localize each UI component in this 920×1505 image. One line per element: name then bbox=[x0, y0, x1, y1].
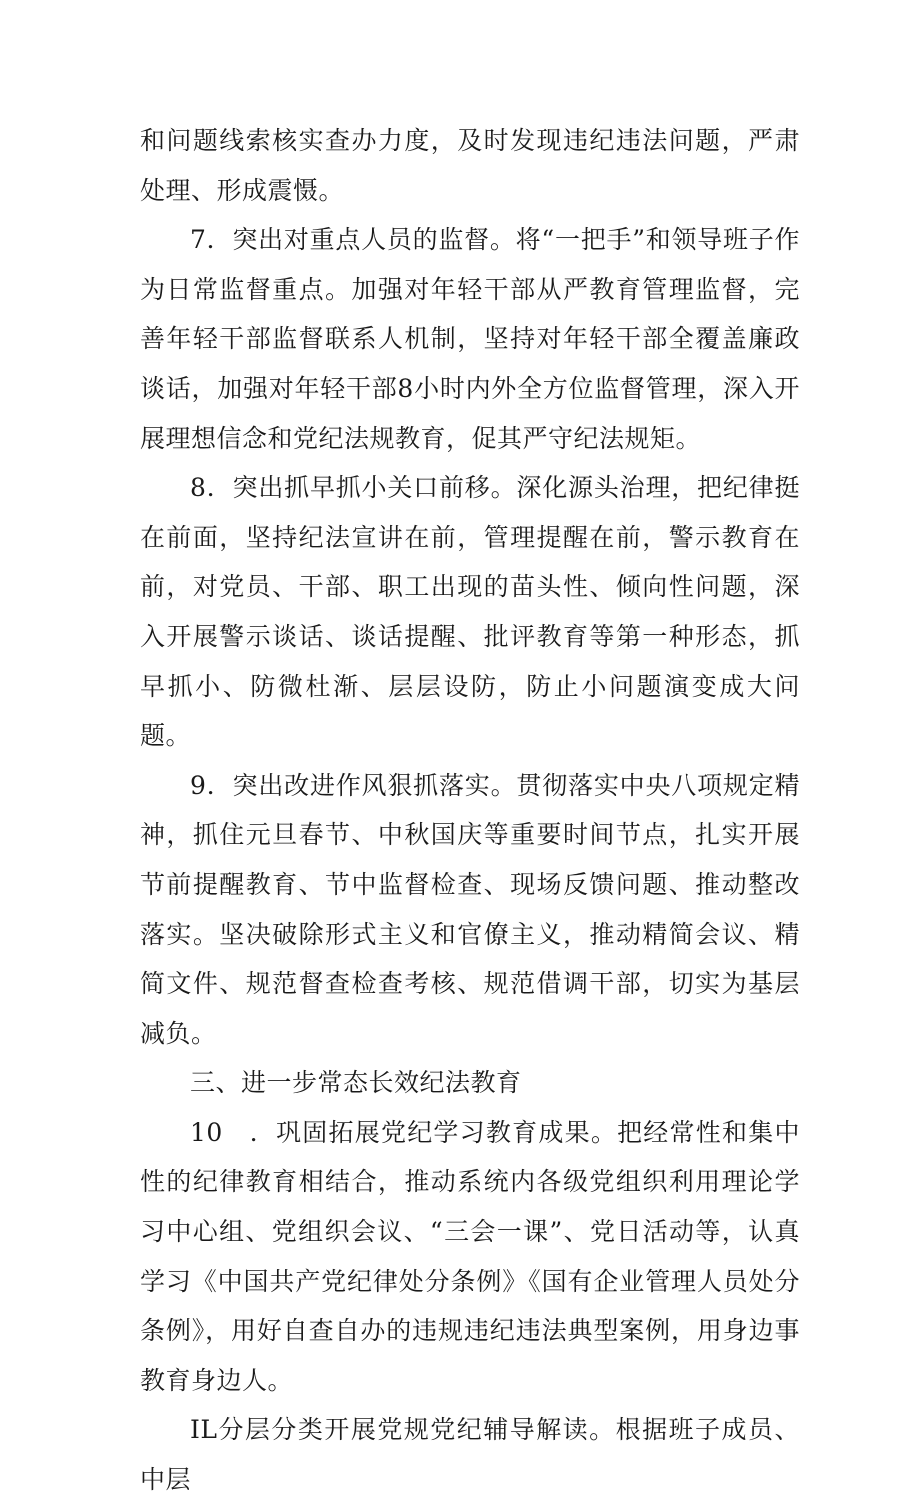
paragraph-item-7: 7．突出对重点人员的监督。将“一把手”和领导班子作为日常监督重点。加强对年轻干部从严教育管理监督，完善年轻干部监督联系人机制，坚持对年轻干部全覆盖廉政谈话，加强对年轻干部8小时内外全方位监督管理，深入开展理想信念和党纪法规教育，促其严守纪法规矩。 bbox=[140, 225, 800, 453]
document-body bbox=[140, 116, 800, 1505]
paragraph-continuation: 和问题线索核实查办力度，及时发现违纪违法问题，严肃处理、形成震慑。 bbox=[140, 126, 800, 205]
paragraph-item-11: IL分层分类开展党规党纪辅导解读。根据班子成员、中层 bbox=[140, 1415, 800, 1495]
section-heading-3: 三、进一步常态长效纪法教育 bbox=[190, 1068, 522, 1098]
paragraph-item-10: 10 ．巩固拓展党纪学习教育成果。把经常性和集中性的纪律教育相结合，推动系统内各级党组织利用理论学习中心组、党组织会议、“三会一课”、党日活动等，认真学习《中国共产党纪律处分条例》《国有企业管理人员处分条例》，用好自查自办的违规违纪违法典型案例，用身边事教育身边人。 bbox=[140, 1117, 800, 1395]
paragraph-item-8: 8．突出抓早抓小关口前移。深化源头治理，把纪律挺在前面，坚持纪法宣讲在前，管理提醒在前，警示教育在前，对党员、干部、职工出现的苗头性、倾向性问题，深入开展警示谈话、谈话提醒、批评教育等第一种形态，抓早抓小、防微杜渐、层层设防，防止小问题演变成大问题。 bbox=[140, 473, 800, 751]
paragraph-item-9: 9．突出改进作风狠抓落实。贯彻落实中央八项规定精神，抓住元旦春节、中秋国庆等重要时间节点，扎实开展节前提醒教育、节中监督检查、现场反馈问题、推动整改落实。坚决破除形式主义和官僚主义，推动精简会议、精简文件、规范督查检查考核、规范借调干部，切实为基层减负。 bbox=[140, 770, 800, 1048]
